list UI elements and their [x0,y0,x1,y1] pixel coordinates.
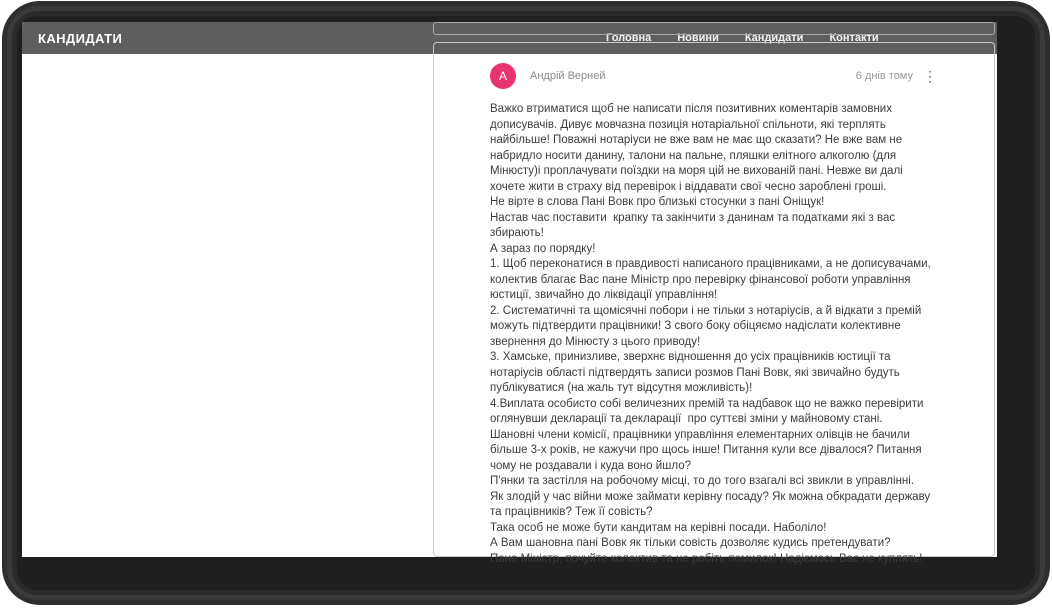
comment-paragraph: 4.Виплата особисто собі величезних премій та надбавок що не важко перевірити оглянувши декларації та декларації про суттєві зміни у майновому стані. [490,397,927,425]
comment-paragraph: А Вам шановна пані Вовк як тільки совість дозволяє кудись претендувати? [490,537,891,549]
comment-paragraph: Пане Міністр, почуйте колектив та не робіть помилок! Надіємось Вас не куплять! [490,552,923,565]
comment-author: Андрій Верней [530,70,606,82]
comment-paragraph: П'янки та застілля на робочому місці, то до того взагалі всі звикли в управлінні. [490,475,915,487]
site-brand: КАНДИДАТИ [38,30,123,46]
nav-link[interactable]: Новини [677,32,719,44]
left-content-area [22,54,433,557]
comment-timestamp: 6 днів тому [855,70,913,82]
comment-paragraph: 2. Систематичні та щомісячні побори і не тільки з нотаріусів, а й відкати з премій можуть підтвердити працівники! З свого боку обіцяємо надіслати колективне звернення до Мінюсту з цього приводу! [490,304,925,348]
page [22,22,997,565]
comment-header [490,63,938,89]
comment-meta [856,69,938,83]
comment-paragraph: Шановні члени комісії, працівники управління елементарних олівців не бачили більше 3-х років, не кажучи про щось інше! Питання кули все дівалося? Питання чому не роздавали і куда воно йшло? [490,428,925,472]
comment-paragraph: Не вірте в слова Пані Вовк про близькі стосунки з пані Оніщук! [490,196,825,208]
nav-link[interactable]: Головна [606,32,652,44]
widget-edge-strip [433,22,995,35]
comment-card [433,42,995,565]
avatar[interactable]: A [490,63,516,89]
nav-link[interactable]: Контакти [829,32,879,44]
comment-paragraph: Настав час поставити крапку та закінчити з данинам та податками які з вас збирають! [490,211,899,239]
comment-paragraph: 3. Хамське, принизливе, зверхнє відношення до усіх працівників юстиції та нотаріусів області підтвердять записи розмов Пані Вовк, які звичайно будуть публікуватися (на жаль тут відсутня можливість)! [490,351,903,394]
comment-paragraph: Важко втриматися щоб не написати після позитивних коментарів замовних дописувачів. Дивує мовчазна позиція нотаріальної спільноти, які терплять найбільше! Поважні нотаріуси не вже вам не має що сказати? Не вже вам не набридло носити данину, талони на пальне, пляшки елітного алкоголю (для Мінюсту)і проплачувати поїздки на моря цій не вихованій пані. Невже ви далі хочете жити в страху від перевірок і віддавати свої чесно зароблені гроші. [490,103,906,193]
comment-body [490,102,938,567]
comment-paragraph: 1. Щоб переконатися в правдивості написаного працівниками, а не дописувачами, колектив благає Вас пане Міністр про перевірку фінансової роботи управління юстиції, звичайно до ліквідації управління! [490,258,934,301]
comment-paragraph: Як злодій у час війни може займати керівну посаду? Як можна обкрадати державу та працівників? Теж її совість? [490,490,934,518]
comment-paragraph: Така особ не може бути кандитам на керівні посади. Наболіло! [490,521,827,534]
kebab-menu-icon[interactable]: ⋮ [923,68,937,84]
comment-paragraph: А зараз по порядку! [490,242,596,255]
nav-link[interactable]: Кандидати [744,32,804,44]
